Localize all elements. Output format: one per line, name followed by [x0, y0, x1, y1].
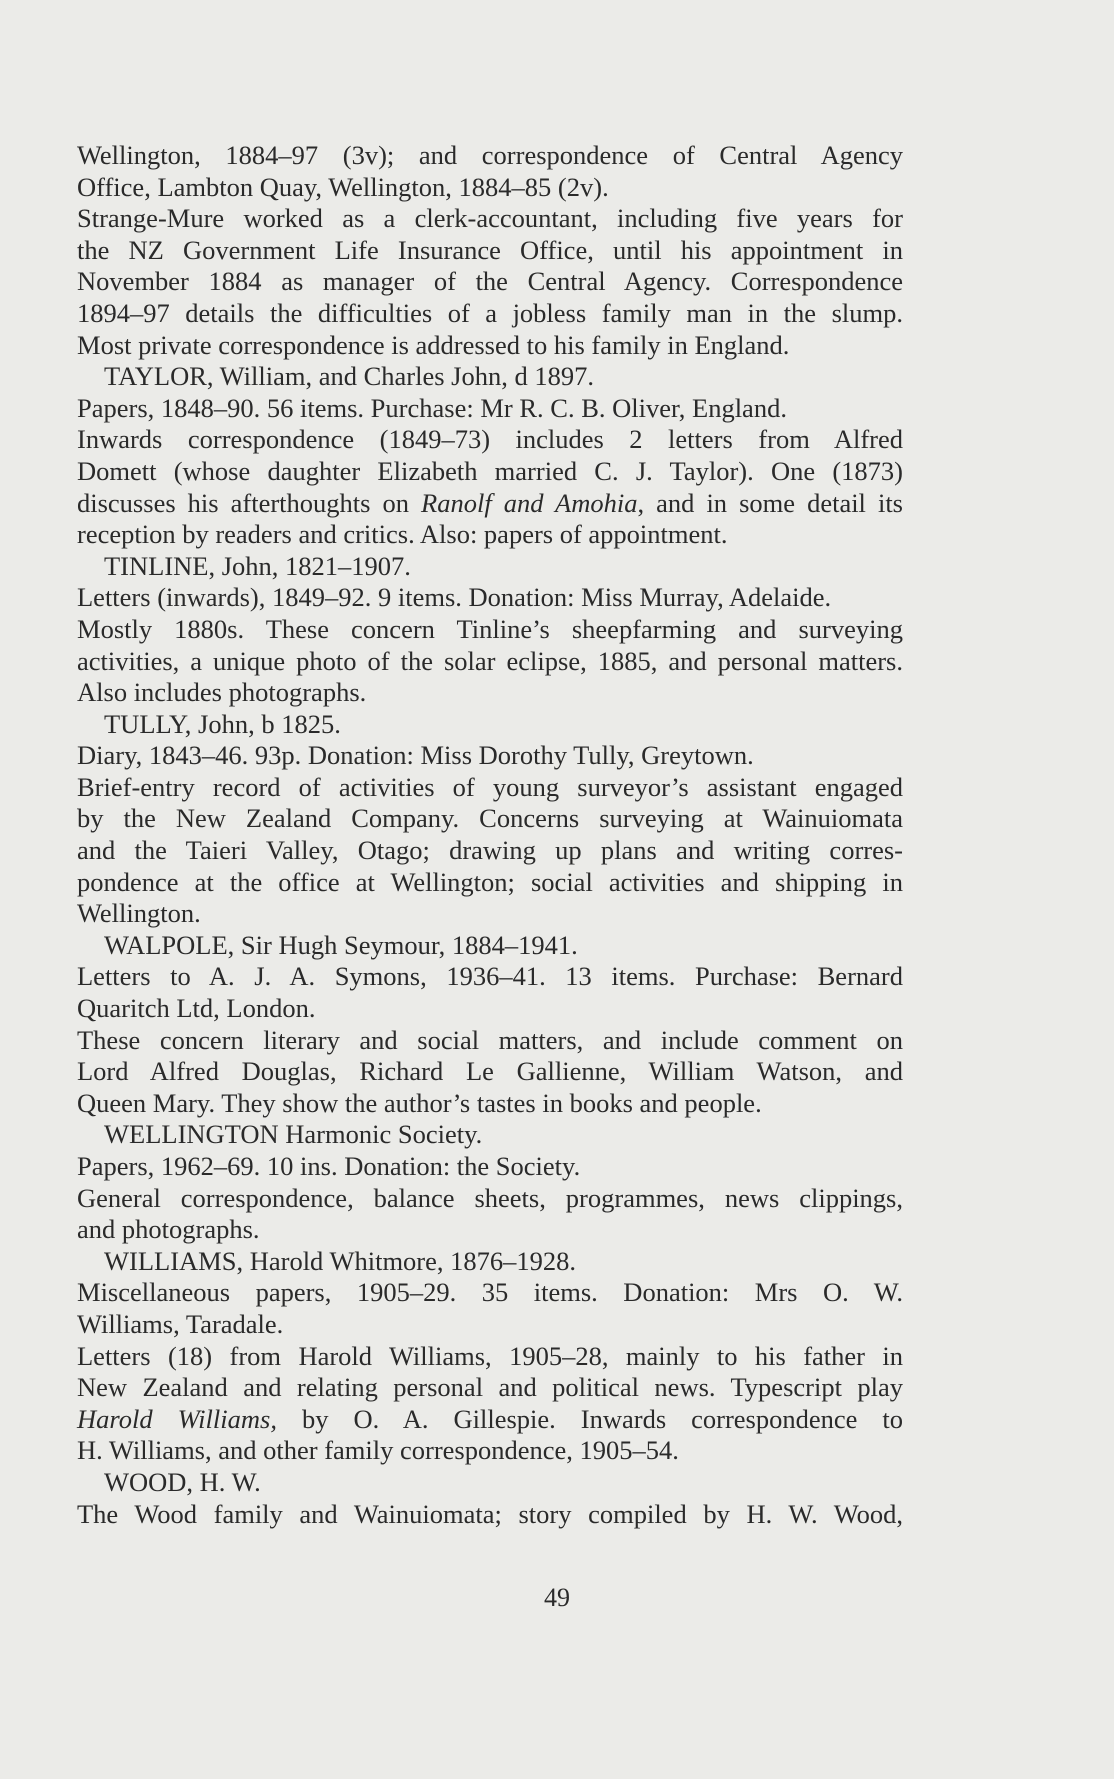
text-line: Quaritch Ltd, London.: [77, 993, 316, 1024]
text-line: Wellington.: [77, 898, 201, 929]
text-line: These concern literary and social matters, and include comment on: [77, 1024, 903, 1055]
text-line: Diary, 1843–46. 93p. Donation: Miss Dorothy Tully, Greytown.: [77, 740, 754, 771]
text-line: Papers, 1962–69. 10 ins. Donation: the Society.: [77, 1151, 581, 1181]
text-line: and photographs.: [77, 1214, 260, 1245]
text-line: Letters to A. J. A. Symons, 1936–41. 13 items. Purchase: Bernard: [77, 961, 903, 992]
page-number: 49: [544, 1583, 570, 1612]
entry-heading: WOOD, H. W.: [104, 1466, 261, 1497]
text-line: discusses his afterthoughts on Ranolf and Amohia, and in some detail its: [77, 487, 903, 518]
italic-title: Harold Williams,: [77, 1403, 277, 1434]
text-line: Strange-Mure worked as a clerk-accountant, including five years for: [77, 203, 903, 234]
entry-heading: TAYLOR, William, and Charles John, d 1897.: [104, 361, 594, 392]
entry-heading: WALPOLE, Sir Hugh Seymour, 1884–1941.: [104, 929, 578, 960]
text-line: and the Taieri Valley, Otago; drawing up plans and writing corres-: [77, 835, 903, 866]
text-line: Inwards correspondence (1849–73) includes 2 letters from Alfred: [77, 424, 903, 455]
text-line: Domett (whose daughter Elizabeth married C. J. Taylor). One (1873): [77, 455, 903, 486]
text-line: reception by readers and critics. Also: papers of appointment.: [77, 519, 728, 550]
text-line: Papers, 1848–90. 56 items. Purchase: Mr R. C. B. Oliver, England.: [77, 392, 787, 423]
text-line: Letters (18) from Harold Williams, 1905–28, mainly to his father in: [77, 1340, 903, 1371]
entry-heading: WELLINGTON Harmonic Society.: [104, 1119, 483, 1150]
text-line: Office, Lambton Quay, Wellington, 1884–85 (2v).: [77, 171, 609, 202]
entry-heading: TULLY, John, b 1825.: [104, 708, 341, 739]
text-line: Mostly 1880s. These concern Tinline’s sheepfarming and surveying: [77, 613, 903, 644]
text-line: the NZ Government Life Insurance Office, until his appointment in: [77, 234, 903, 265]
text-line: Most private correspondence is addressed to his family in England.: [77, 329, 790, 360]
text-line: The Wood family and Wainuiomata; story compiled by H. W. Wood,: [77, 1498, 903, 1529]
text-line: Harold Williams, by O. A. Gillespie. Inwards correspondence to: [77, 1403, 904, 1434]
text-line: November 1884 as manager of the Central Agency. Correspondence: [77, 266, 903, 297]
text-line: Wellington, 1884–97 (3v); and correspondence of Central Agency: [77, 140, 903, 170]
text-line: H. Williams, and other family correspondence, 1905–54.: [77, 1435, 679, 1466]
text-line: Letters (inwards), 1849–92. 9 items. Donation: Miss Murray, Adelaide.: [77, 582, 832, 613]
text-line: Queen Mary. They show the author’s tastes in books and people.: [77, 1087, 762, 1118]
text-line: pondence at the office at Wellington; social activities and shipping in: [77, 866, 903, 897]
body-text: [77, 140, 903, 1530]
entry-heading: TINLINE, John, 1821–1907.: [104, 550, 411, 581]
text-line: Miscellaneous papers, 1905–29. 35 items. Donation: Mrs O. W.: [77, 1277, 903, 1308]
text-line: Williams, Taradale.: [77, 1308, 284, 1339]
text-line: Brief-entry record of activities of young surveyor’s assistant engaged: [77, 771, 903, 802]
text-line: 1894–97 details the difficulties of a jobless family man in the slump.: [77, 297, 903, 328]
text-line: Also includes photographs.: [77, 677, 367, 708]
italic-title: Ranolf and Amohia: [421, 487, 638, 518]
text-line: General correspondence, balance sheets, programmes, news clippings,: [77, 1182, 903, 1213]
text-line: activities, a unique photo of the solar eclipse, 1885, and personal matters.: [77, 645, 903, 676]
text-line: Lord Alfred Douglas, Richard Le Gallienne, William Watson, and: [77, 1056, 903, 1087]
entry-heading: WILLIAMS, Harold Whitmore, 1876–1928.: [104, 1245, 577, 1276]
text-line: by the New Zealand Company. Concerns surveying at Wainuiomata: [77, 803, 903, 834]
text-line: New Zealand and relating personal and political news. Typescript play: [77, 1372, 903, 1403]
